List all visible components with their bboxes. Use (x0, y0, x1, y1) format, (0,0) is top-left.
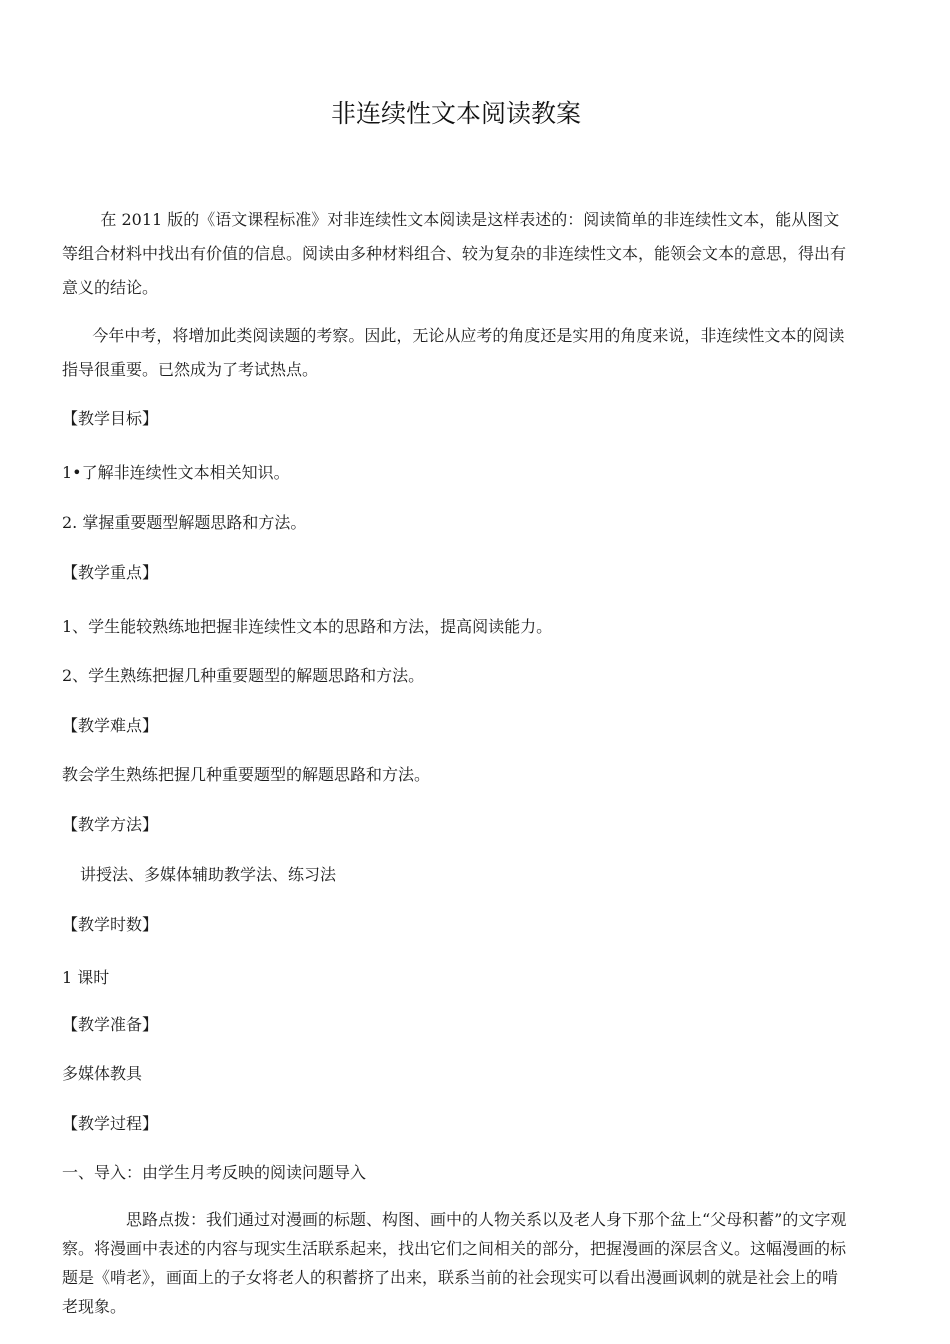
key-points-heading: 【教学重点】 (62, 563, 159, 582)
difficulty-heading: 【教学难点】 (62, 716, 159, 735)
key-point-1: 1、学生能较熟练地把握非连续性文本的思路和方法，提高阅读能力。 (62, 617, 553, 636)
methods-heading: 【教学方法】 (62, 815, 159, 834)
preparation-text: 多媒体教具 (62, 1064, 143, 1083)
document-title: 非连续性文本阅读教案 (330, 99, 581, 128)
methods-text: 讲授法、多媒体辅助教学法、练习法 (80, 865, 337, 884)
hours-heading: 【教学时数】 (62, 915, 159, 934)
intro-paragraph: 在 2011 版的《语文课程标准》对非连续性文本阅读是这样表述的：阅读简单的非连续性文本，能从图文等组合材料中找出有价值的信息。阅读由多种材料组合、较为复杂的非连续性文本，能领会文本的意思，得出有意义的结论。 (62, 210, 847, 297)
second-paragraph: 今年中考，将增加此类阅读题的考察。因此，无论从应考的角度还是实用的角度来说，非连续性文本的阅读指导很重要。已然成为了考试热点。 (62, 326, 845, 379)
objective-1: 1•了解非连续性文本相关知识。 (62, 463, 290, 482)
hint-paragraph: 思路点拨：我们通过对漫画的标题、构图、画中的人物关系以及老人身下那个盆上“父母积蓄”的文字观察。将漫画中表述的内容与现实生活联系起来，找出它们之间相关的部分，把握漫画的深层含义。这幅漫画的标题是《啃老》，画面上的子女将老人的积蓄挤了出来，联系当前的社会现实可以看出漫画讽刺的就是社会上的啃老现象。 (62, 1210, 847, 1316)
objectives-heading: 【教学目标】 (62, 409, 159, 428)
process-heading: 【教学过程】 (62, 1114, 159, 1133)
hours-text: 1 课时 (62, 968, 110, 987)
objective-2: 2. 掌握重要题型解题思路和方法。 (62, 513, 307, 532)
process-step-1: 一、导入：由学生月考反映的阅读问题导入 (62, 1163, 367, 1182)
difficulty-text: 教会学生熟练把握几种重要题型的解题思路和方法。 (62, 765, 431, 784)
key-point-2: 2、学生熟练把握几种重要题型的解题思路和方法。 (62, 666, 425, 685)
preparation-heading: 【教学准备】 (62, 1015, 159, 1034)
